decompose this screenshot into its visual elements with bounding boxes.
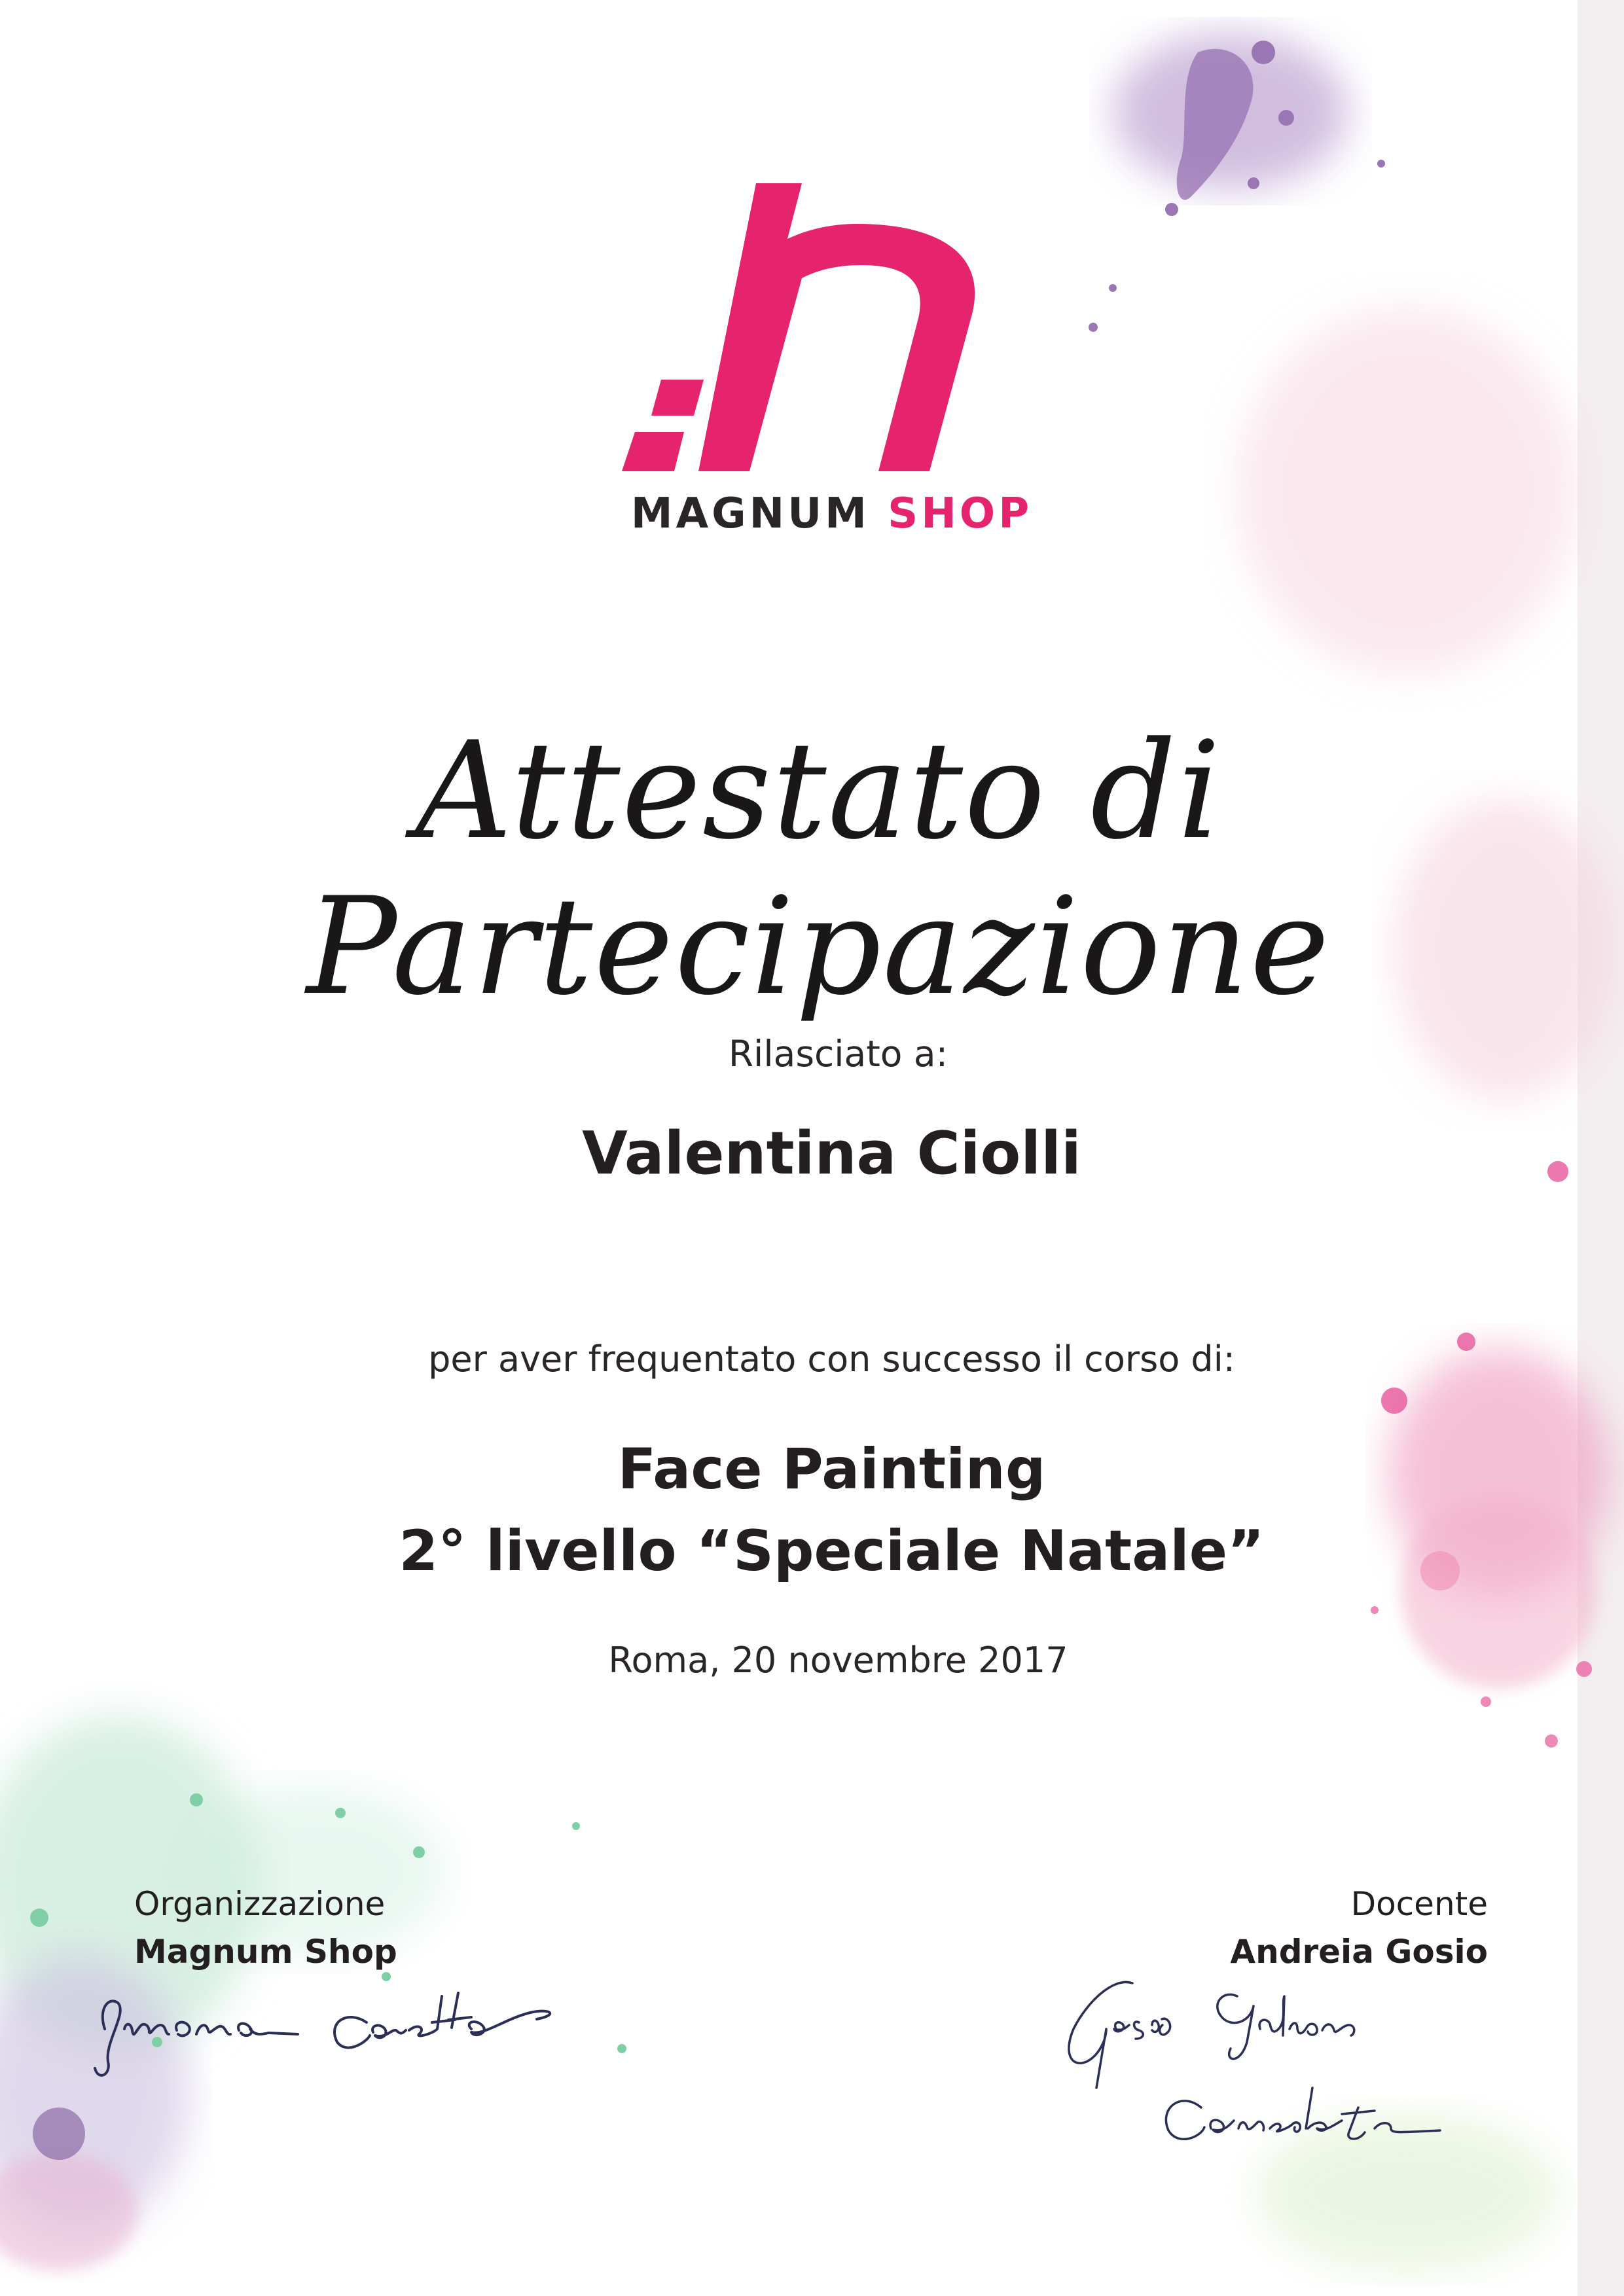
organizer-signature [79, 1957, 576, 2088]
course-title: Face Painting [617, 1437, 1046, 1502]
organizer-name: Magnum Shop [134, 1933, 397, 1971]
organizer-label: Organizzazione [134, 1885, 386, 1923]
recipient-name: Valentina Ciolli [582, 1119, 1081, 1188]
teacher-signature [1034, 1957, 1506, 2173]
course-level: 2° livello “Speciale Natale” [399, 1518, 1265, 1584]
brand-name [0, 490, 1624, 538]
course-intro: per aver frequentato con successo il corso di: [428, 1338, 1235, 1380]
teacher-name: Andreia Gosio [1230, 1933, 1488, 1971]
magnum-shop-logo [622, 183, 1028, 484]
brand-name-magnum: MAGNUM [630, 490, 870, 538]
place-date: Roma, 20 novembre 2017 [608, 1640, 1068, 1681]
teacher-label: Docente [1350, 1885, 1488, 1923]
certificate-title: Attestato di Partecipazione [306, 713, 1331, 1025]
purple-splash-top [1089, 33, 1385, 332]
issued-to-label: Rilasciato a: [728, 1033, 948, 1075]
brand-name-shop: SHOP [888, 490, 1033, 538]
